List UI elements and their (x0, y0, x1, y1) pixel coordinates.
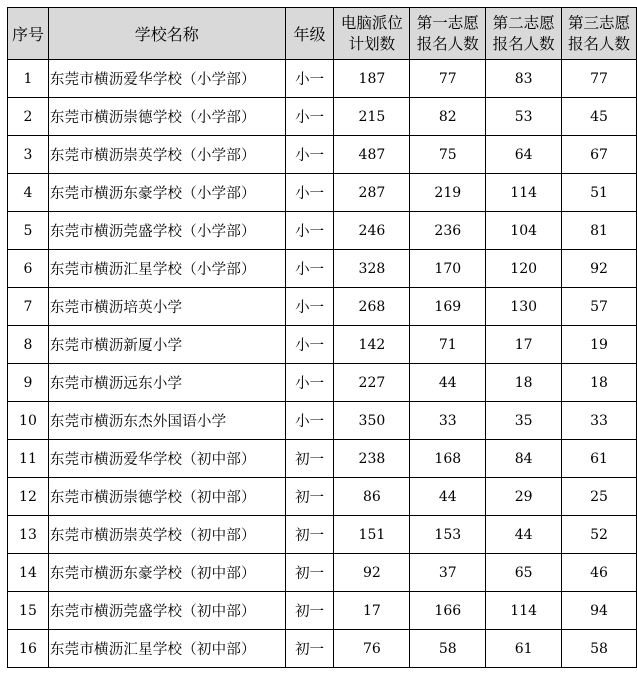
cell-second-choice: 83 (486, 60, 562, 98)
header-second-line2: 报名人数 (492, 34, 555, 53)
cell-plan: 350 (334, 402, 410, 440)
table-row (8, 136, 637, 174)
cell-second-choice: 17 (486, 326, 562, 364)
cell-first-choice: 75 (410, 136, 486, 174)
cell-third-choice: 18 (562, 364, 637, 402)
cell-grade: 小一 (285, 250, 334, 288)
cell-third-choice: 81 (562, 212, 637, 250)
cell-grade: 小一 (285, 402, 334, 440)
table-row (8, 174, 637, 212)
cell-first-choice: 77 (410, 60, 486, 98)
cell-plan: 215 (334, 98, 410, 136)
header-school: 学校名称 (48, 8, 285, 60)
cell-third-choice: 92 (562, 250, 637, 288)
cell-second-choice: 29 (486, 478, 562, 516)
cell-school: 东莞市横沥东杰外国语小学 (48, 402, 285, 440)
cell-plan: 142 (334, 326, 410, 364)
cell-no: 3 (8, 136, 49, 174)
cell-school: 东莞市横沥培英小学 (48, 288, 285, 326)
cell-third-choice: 67 (562, 136, 637, 174)
cell-grade: 小一 (285, 98, 334, 136)
cell-school: 东莞市横沥崇德学校（初中部） (48, 478, 285, 516)
cell-second-choice: 64 (486, 136, 562, 174)
table-row (8, 326, 637, 364)
cell-grade: 小一 (285, 364, 334, 402)
cell-plan: 487 (334, 136, 410, 174)
cell-third-choice: 77 (562, 60, 637, 98)
cell-no: 1 (8, 60, 49, 98)
cell-first-choice: 169 (410, 288, 486, 326)
header-third-line2: 报名人数 (568, 34, 631, 53)
cell-second-choice: 18 (486, 364, 562, 402)
table-row (8, 364, 637, 402)
cell-first-choice: 170 (410, 250, 486, 288)
cell-no: 11 (8, 440, 49, 478)
cell-first-choice: 71 (410, 326, 486, 364)
cell-third-choice: 52 (562, 516, 637, 554)
header-plan (334, 8, 410, 60)
cell-grade: 小一 (285, 60, 334, 98)
cell-second-choice: 65 (486, 554, 562, 592)
enrollment-table (7, 7, 637, 668)
cell-grade: 小一 (285, 136, 334, 174)
cell-grade: 初一 (285, 516, 334, 554)
cell-no: 13 (8, 516, 49, 554)
header-third-line1: 第三志愿 (568, 13, 631, 32)
table-row (8, 98, 637, 136)
cell-first-choice: 33 (410, 402, 486, 440)
cell-grade: 小一 (285, 212, 334, 250)
header-first-line1: 第一志愿 (416, 13, 479, 32)
cell-second-choice: 114 (486, 592, 562, 630)
cell-second-choice: 84 (486, 440, 562, 478)
cell-grade: 小一 (285, 326, 334, 364)
cell-plan: 86 (334, 478, 410, 516)
cell-plan: 227 (334, 364, 410, 402)
cell-third-choice: 58 (562, 630, 637, 668)
header-second-line1: 第二志愿 (492, 13, 555, 32)
cell-plan: 151 (334, 516, 410, 554)
cell-third-choice: 94 (562, 592, 637, 630)
cell-no: 9 (8, 364, 49, 402)
header-plan-line2: 计划数 (348, 34, 396, 53)
cell-first-choice: 219 (410, 174, 486, 212)
cell-grade: 初一 (285, 554, 334, 592)
cell-school: 东莞市横沥爱华学校（初中部） (48, 440, 285, 478)
cell-plan: 187 (334, 60, 410, 98)
cell-school: 东莞市横沥莞盛学校（初中部） (48, 592, 285, 630)
cell-third-choice: 57 (562, 288, 637, 326)
cell-school: 东莞市横沥远东小学 (48, 364, 285, 402)
cell-first-choice: 236 (410, 212, 486, 250)
cell-school: 东莞市横沥汇星学校（小学部） (48, 250, 285, 288)
cell-no: 15 (8, 592, 49, 630)
cell-school: 东莞市横沥新厦小学 (48, 326, 285, 364)
cell-no: 10 (8, 402, 49, 440)
cell-third-choice: 46 (562, 554, 637, 592)
cell-plan: 246 (334, 212, 410, 250)
header-row (8, 8, 637, 60)
table-row (8, 592, 637, 630)
cell-second-choice: 120 (486, 250, 562, 288)
header-first-line2: 报名人数 (416, 34, 479, 53)
cell-third-choice: 45 (562, 98, 637, 136)
cell-no: 2 (8, 98, 49, 136)
table-row (8, 554, 637, 592)
cell-first-choice: 44 (410, 364, 486, 402)
cell-school: 东莞市横沥崇德学校（小学部） (48, 98, 285, 136)
cell-no: 8 (8, 326, 49, 364)
table-row (8, 440, 637, 478)
table-row (8, 250, 637, 288)
cell-school: 东莞市横沥崇英学校（小学部） (48, 136, 285, 174)
cell-grade: 小一 (285, 288, 334, 326)
cell-second-choice: 35 (486, 402, 562, 440)
cell-second-choice: 114 (486, 174, 562, 212)
cell-no: 4 (8, 174, 49, 212)
cell-first-choice: 44 (410, 478, 486, 516)
cell-plan: 268 (334, 288, 410, 326)
table-row (8, 478, 637, 516)
table-row (8, 60, 637, 98)
cell-third-choice: 19 (562, 326, 637, 364)
header-plan-line1: 电脑派位 (340, 13, 403, 32)
cell-plan: 287 (334, 174, 410, 212)
cell-grade: 初一 (285, 440, 334, 478)
cell-plan: 17 (334, 592, 410, 630)
header-third-choice (562, 8, 637, 60)
cell-school: 东莞市横沥东豪学校（小学部） (48, 174, 285, 212)
cell-school: 东莞市横沥东豪学校（初中部） (48, 554, 285, 592)
cell-first-choice: 82 (410, 98, 486, 136)
cell-first-choice: 37 (410, 554, 486, 592)
header-second-choice (486, 8, 562, 60)
cell-school: 东莞市横沥汇星学校（初中部） (48, 630, 285, 668)
cell-school: 东莞市横沥崇英学校（初中部） (48, 516, 285, 554)
cell-third-choice: 51 (562, 174, 637, 212)
cell-no: 16 (8, 630, 49, 668)
cell-second-choice: 44 (486, 516, 562, 554)
table-body (8, 60, 637, 668)
header-no: 序号 (8, 8, 49, 60)
cell-plan: 328 (334, 250, 410, 288)
cell-first-choice: 153 (410, 516, 486, 554)
cell-grade: 小一 (285, 174, 334, 212)
cell-no: 7 (8, 288, 49, 326)
cell-second-choice: 130 (486, 288, 562, 326)
cell-third-choice: 33 (562, 402, 637, 440)
header-first-choice (410, 8, 486, 60)
table-row (8, 288, 637, 326)
cell-no: 6 (8, 250, 49, 288)
cell-no: 12 (8, 478, 49, 516)
cell-third-choice: 61 (562, 440, 637, 478)
header-grade: 年级 (285, 8, 334, 60)
cell-plan: 238 (334, 440, 410, 478)
cell-grade: 初一 (285, 592, 334, 630)
table-row (8, 516, 637, 554)
cell-grade: 初一 (285, 630, 334, 668)
cell-second-choice: 61 (486, 630, 562, 668)
cell-plan: 92 (334, 554, 410, 592)
cell-second-choice: 53 (486, 98, 562, 136)
cell-first-choice: 58 (410, 630, 486, 668)
cell-no: 14 (8, 554, 49, 592)
cell-plan: 76 (334, 630, 410, 668)
table-row (8, 212, 637, 250)
cell-no: 5 (8, 212, 49, 250)
cell-third-choice: 25 (562, 478, 637, 516)
cell-grade: 初一 (285, 478, 334, 516)
table-row (8, 630, 637, 668)
table-row (8, 402, 637, 440)
cell-school: 东莞市横沥爱华学校（小学部） (48, 60, 285, 98)
cell-first-choice: 166 (410, 592, 486, 630)
cell-school: 东莞市横沥莞盛学校（小学部） (48, 212, 285, 250)
cell-second-choice: 104 (486, 212, 562, 250)
cell-first-choice: 168 (410, 440, 486, 478)
